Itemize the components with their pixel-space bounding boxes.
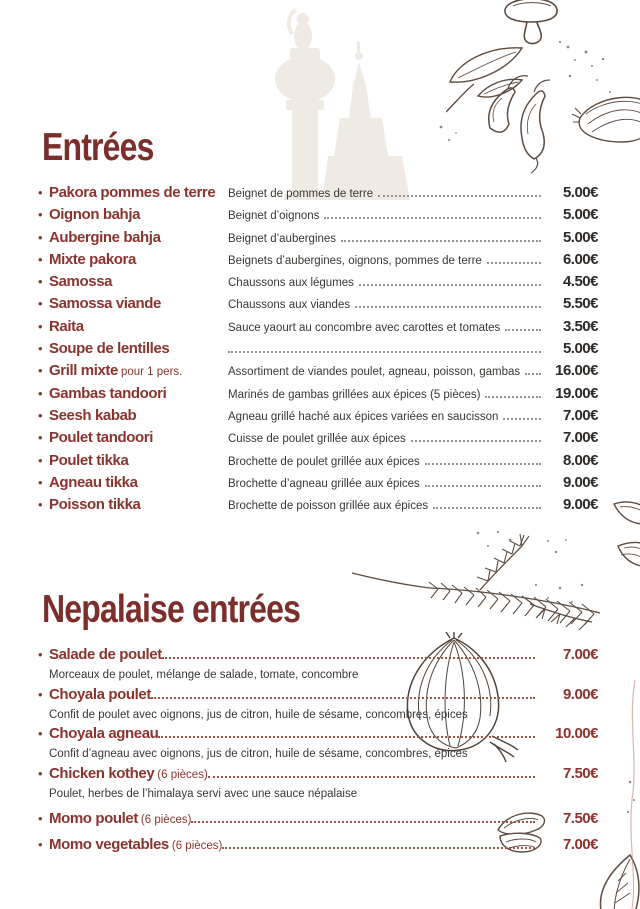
dotted-leader [151,694,535,699]
item-name: Raita [49,317,84,335]
item-price: 7.00€ [562,836,598,853]
item-price: 16.00€ [555,362,598,380]
item-desc: Confit de poulet avec oignons, jus de citron, huile de sésame, concombres, épices [49,708,468,721]
item-desc: Chaussons aux viandes [228,299,351,312]
item-desc: Confit d’agneau avec oignons, jus de citron, huile de sésame, concombres, épices [49,748,468,760]
dotted-leader [359,281,541,286]
dotted-leader [355,303,541,308]
item-desc: Beignet d’aubergines [228,232,337,245]
bullet-icon: • [38,341,43,357]
item-desc: Brochette de poulet grillée aux épices [228,455,420,468]
item-name: Choyala agneau [49,725,159,742]
menu-item-row [38,229,598,251]
dotted-leader [191,818,535,823]
item-name: Agneau tikka [49,473,138,491]
item-name: Poulet tikka [49,451,129,469]
bullet-icon: • [38,407,43,423]
dotted-leader [378,192,541,197]
bullet-icon: • [38,686,43,702]
bullet-icon: • [38,318,43,334]
item-price: 4.50€ [562,273,598,291]
item-desc: Sauce yaourt au concombre avec carottes et tomates [228,321,501,334]
item-desc: Assortiment de viandes poulet, agneau, poisson, gambas [228,366,521,379]
bullet-icon: • [38,363,43,379]
menu-item-row [38,295,598,317]
item-name: Mixte pakora [49,250,136,268]
menu-item-row [38,407,598,429]
dotted-leader [505,326,541,331]
item-name: Seesh kabab [49,406,137,424]
item-desc: Poulet, herbes de l’himalaya servi avec une sauce népalaise [49,787,358,800]
item-suffix: (6 pièces) [157,768,208,781]
item-desc: Beignet d’oignons [228,210,320,223]
item-name: Samossa viande [49,295,161,313]
item-price: 5.00€ [562,206,598,224]
dotted-leader [158,733,535,738]
item-price: 3.50€ [562,317,598,335]
item-suffix: (6 pièces) [140,814,192,826]
menu-item-row [38,385,598,407]
bullet-icon: • [38,474,43,490]
bullet-icon: • [38,430,43,446]
bullet-icon: • [38,837,43,852]
item-price: 7.50€ [562,764,598,782]
bullet-icon: • [38,274,43,290]
bullet-icon: • [38,207,43,223]
bullet-icon: • [38,185,43,200]
item-price: 5.50€ [562,295,598,313]
bullet-icon: • [38,296,43,312]
menu-item-row [38,646,598,666]
item-price: 7.00€ [562,406,598,424]
dotted-leader [487,259,541,264]
item-desc: Beignet de pommes de terre [228,188,374,200]
menu-item-row [38,474,598,496]
dotted-leader [525,370,541,375]
menu-item-row [38,340,598,362]
item-desc: Marinés de gambas grillées aux épices (5 pièces) [228,388,481,401]
item-desc: Chaussons aux légumes [228,277,354,290]
item-name: Salade de poulet [49,646,162,663]
item-price: 7.00€ [562,646,598,663]
bullet-icon: • [38,385,43,401]
menu-item-row [38,686,598,706]
item-name: Grill mixte [49,362,118,380]
dotted-leader [208,773,535,778]
item-price: 5.00€ [562,340,598,358]
bullet-icon: • [38,452,43,468]
item-desc: Agneau grillé haché aux épices variées en saucisson [228,410,499,423]
menu-item-row [38,206,598,228]
item-name: Pakora pommes de terre [49,184,216,201]
bullet-icon: • [38,811,43,826]
dotted-leader [222,844,535,849]
menu-item-row [38,452,598,474]
item-price: 19.00€ [555,384,598,402]
item-price: 10.00€ [555,725,598,742]
item-desc: Morceaux de poulet, mélange de salade, tomate, concombre [49,669,359,681]
menu-item-row [38,318,598,340]
section-nepalaise [38,590,598,856]
dotted-leader [485,393,541,398]
item-name: Momo poulet [49,810,138,827]
dotted-leader [162,654,535,659]
item-price: 9.00€ [562,473,598,491]
item-name: Chicken kothey [49,764,155,782]
item-price: 9.00€ [562,685,598,703]
item-desc: Beignets d’aubergines, oignons, pommes de terre [228,254,482,267]
bullet-icon: • [38,647,43,662]
item-suffix: pour 1 pers. [120,366,183,379]
item-name: Momo vegetables [49,836,169,853]
menu-item-row [38,725,598,745]
bullet-icon: • [38,726,43,741]
menu-item-row [38,765,598,785]
bullet-icon: • [38,251,43,267]
dotted-leader [228,348,541,353]
section-entrees [38,128,598,518]
item-suffix: (6 pièces) [171,840,223,852]
menu-item-row [38,836,598,856]
item-price: 6.00€ [562,250,598,268]
dotted-leader [411,437,541,442]
item-desc: Brochette d’agneau grillée aux épices [228,477,420,490]
bullet-icon: • [38,765,43,781]
item-name: Poisson tikka [49,496,141,514]
dotted-leader [425,460,541,465]
item-price: 5.00€ [562,184,598,201]
item-price: 5.00€ [562,228,598,246]
menu-item-row [38,429,598,451]
menu-item-row [38,810,598,830]
dotted-leader [425,482,541,487]
item-name: Oignon bahja [49,206,141,224]
menu-item-row [38,273,598,295]
item-name: Gambas tandoori [49,384,167,402]
section-title: Entrées [42,126,154,169]
item-name: Poulet tandoori [49,429,153,447]
bullet-icon: • [38,229,43,245]
menu-item-row [38,184,598,206]
item-name: Soupe de lentilles [49,340,170,358]
dotted-leader [433,504,541,509]
item-name: Choyala poulet [49,685,151,703]
item-name: Samossa [49,273,113,291]
item-price: 8.00€ [562,451,598,469]
dotted-leader [503,415,541,420]
item-price: 7.50€ [562,810,598,827]
item-desc: Cuisse de poulet grillée aux épices [228,433,406,446]
bullet-icon: • [38,497,43,513]
menu-item-row [38,362,598,384]
menu-item-row [38,496,598,518]
item-price: 9.00€ [562,496,598,514]
item-name: Aubergine bahja [49,228,161,246]
item-desc: Brochette de poisson grillée aux épices [228,500,429,513]
item-price: 7.00€ [562,429,598,447]
section-title: Nepalaise entrées [42,588,301,631]
menu-item-row [38,251,598,273]
dotted-leader [324,214,541,219]
dotted-leader [341,237,541,242]
